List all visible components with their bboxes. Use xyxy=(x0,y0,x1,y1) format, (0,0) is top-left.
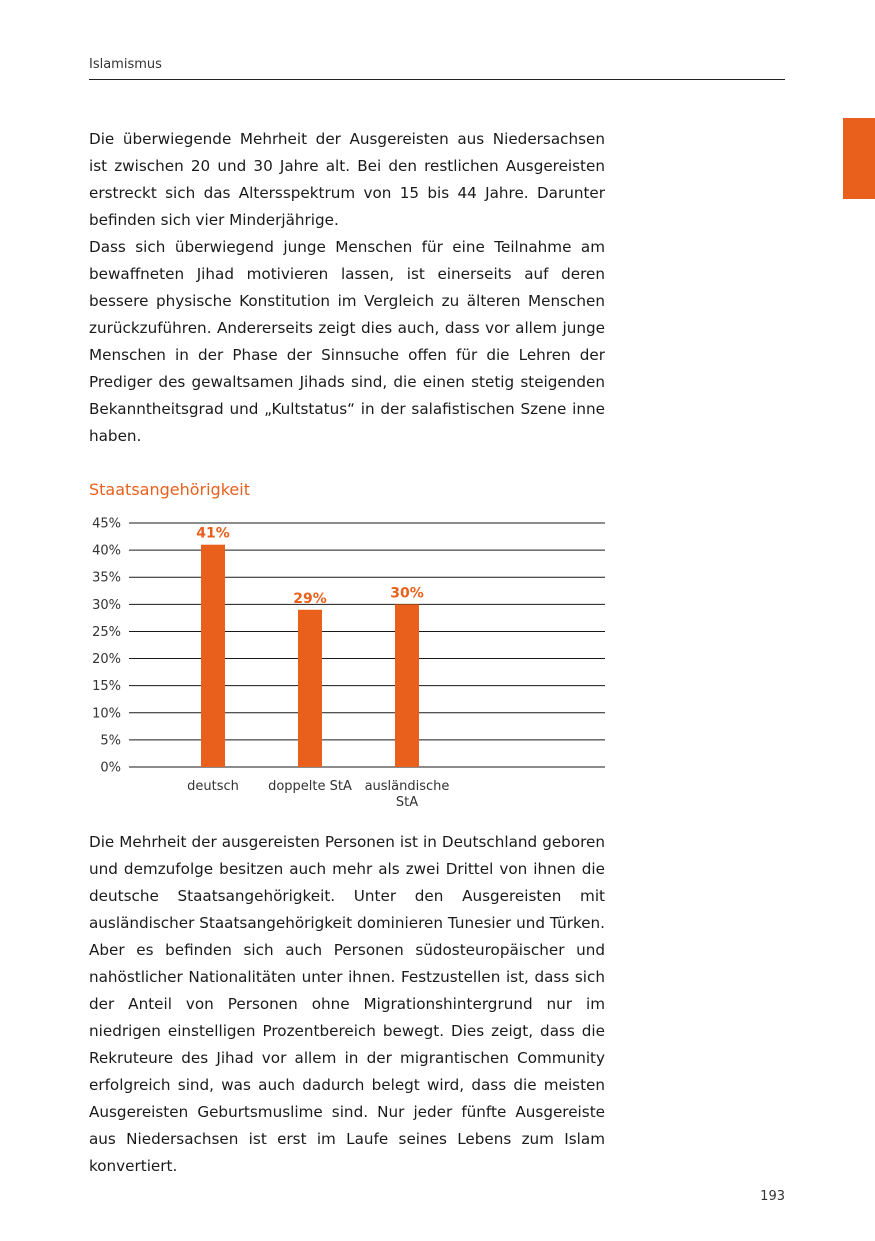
y-tick-label: 35% xyxy=(92,570,121,586)
paragraph-motivation: Dass sich überwiegend junge Menschen für eine Teilnahme am bewaffneten Jihad motivieren lassen, ist einerseits auf deren bessere physische Konstitution im Vergleich zu älteren Menschen zurückzuführen. Andererseits zeigt dies auch, dass vor allem junge Menschen in der Phase der Sinnsuche offen für die Lehren der Prediger des gewaltsamen Jihads sind, die einen stetig steigenden Bekanntheitsgrad und „Kultstatus“ in der salafistischen Szene inne haben. xyxy=(89,238,605,445)
chapter-tab-marker xyxy=(843,118,875,199)
bar xyxy=(201,545,225,767)
section-title: Islamismus xyxy=(89,57,162,72)
y-tick-label: 5% xyxy=(100,733,121,749)
y-tick-label: 10% xyxy=(92,706,121,722)
intro-paragraphs xyxy=(89,126,605,450)
paragraph-age: Die überwiegende Mehrheit der Ausgereisten aus Niedersachsen ist zwischen 20 und 30 Jahre alt. Bei den restlichen Ausgereisten erstreckt sich das Altersspektrum von 15 bis 44 Jahre. Darunter befinden sich vier Minderjährige. xyxy=(89,130,605,229)
paragraph-nationality: Die Mehrheit der ausgereisten Personen ist in Deutschland geboren und demzufolge besitzen auch mehr als zwei Drittel von ihnen die deutsche Staatsangehörigkeit. Unter den Ausgereisten mit ausländischer Staatsangehörigkeit dominieren Tunesier und Türken. Aber es befinden sich auch Personen südosteuropäischer und nahöstlicher Nationalitäten unter ihnen. Festzustellen ist, dass sich der Anteil von Personen ohne Migrationshintergrund nur im niedrigen einstelligen Prozentbereich bewegt. Dies zeigt, dass die Rekruteure des Jihad vor allem in der migrantischen Community erfolgreich sind, was auch dadurch belegt wird, dass die meisten Ausgereisten Geburtsmuslime sind. Nur jeder fünfte Ausgereiste aus Niedersachsen ist erst im Laufe seines Lebens zum Islam konvertiert. xyxy=(89,833,605,1175)
bar xyxy=(395,604,419,767)
bar xyxy=(298,610,322,767)
category-label: deutsch xyxy=(187,779,239,794)
page-number: 193 xyxy=(760,1189,785,1204)
nationality-bar-chart xyxy=(80,510,620,820)
bar-value-label: 29% xyxy=(293,590,327,607)
header-divider xyxy=(89,79,785,80)
y-tick-label: 25% xyxy=(92,624,121,640)
category-label: ausländische xyxy=(364,779,450,794)
bar-value-label: 41% xyxy=(196,525,230,542)
y-tick-label: 40% xyxy=(92,543,121,559)
y-tick-label: 45% xyxy=(92,516,121,532)
bar-value-label: 30% xyxy=(390,585,424,602)
y-tick-label: 30% xyxy=(92,597,121,613)
category-label: StA xyxy=(395,795,419,810)
category-label: doppelte StA xyxy=(268,779,352,794)
y-tick-label: 15% xyxy=(92,679,121,695)
y-tick-label: 20% xyxy=(92,652,121,668)
chart-title: Staatsangehörigkeit xyxy=(89,480,250,499)
y-tick-label: 0% xyxy=(100,760,121,776)
